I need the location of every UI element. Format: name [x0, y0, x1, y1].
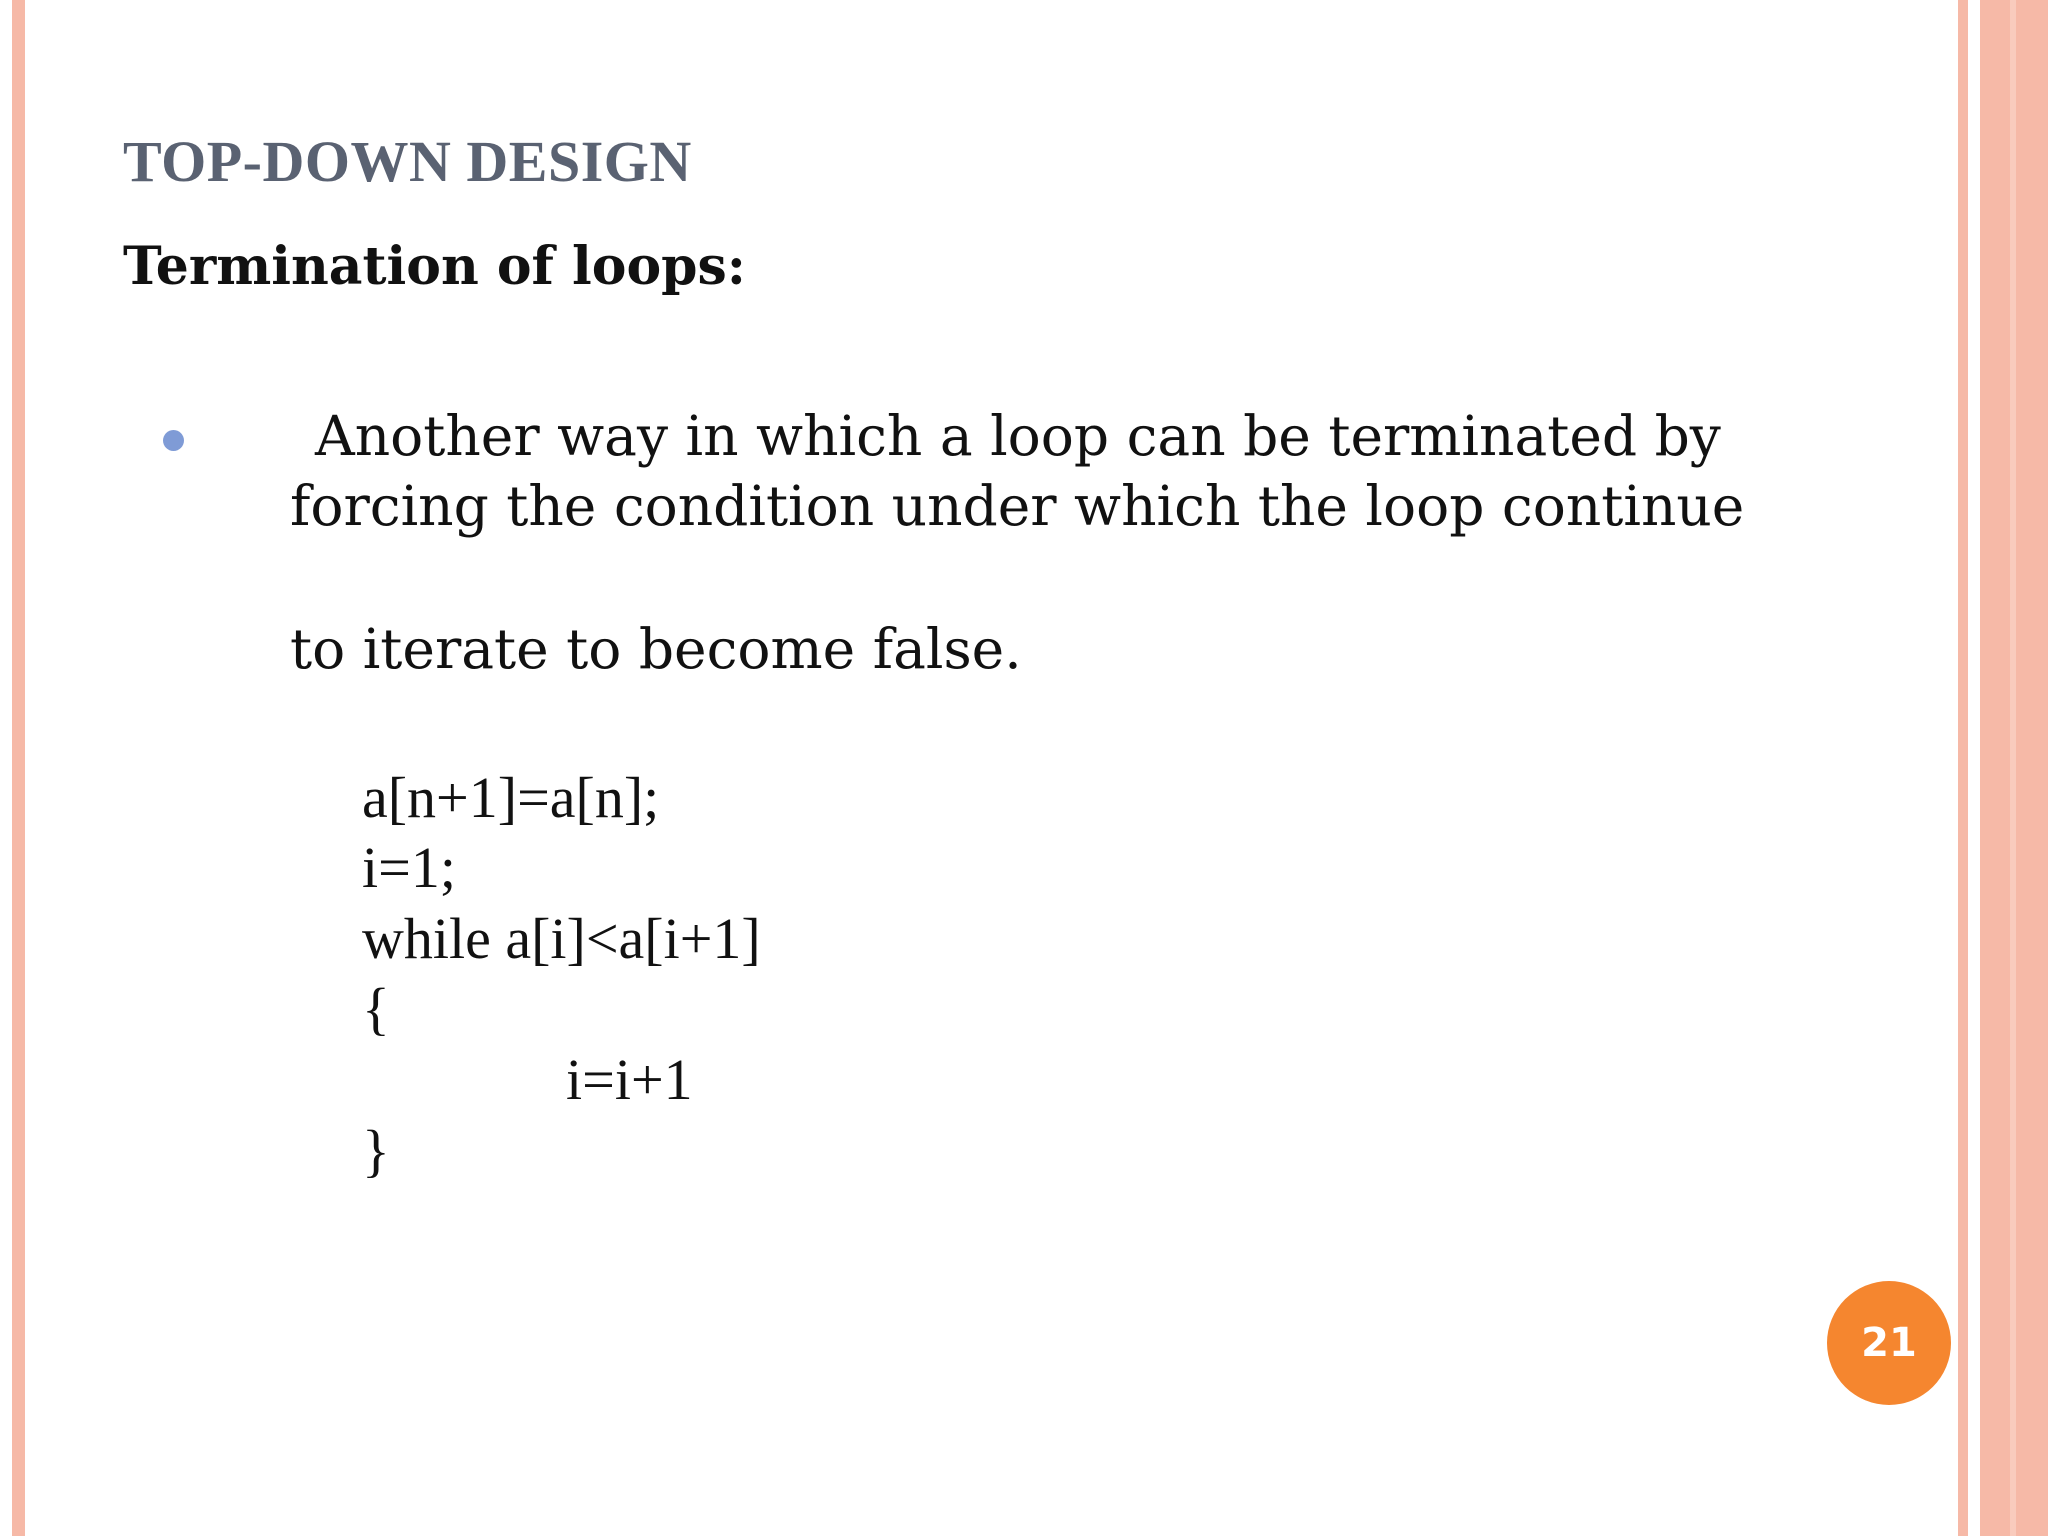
right-border-stripe — [1958, 0, 1968, 1536]
code-line-4: { — [362, 976, 390, 1041]
code-line-3: while a[i]<a[i+1] — [362, 906, 761, 971]
bullet-text-line-1: Another way in which a loop can be terminated by — [315, 404, 1721, 468]
code-line-5: i=i+1 — [566, 1047, 693, 1112]
code-line-1: a[n+1]=a[n]; — [362, 765, 660, 830]
bullet-text-line-3: to iterate to become false. — [290, 617, 1022, 681]
page-number-badge: 21 — [1827, 1281, 1951, 1405]
bullet-text-line-2: forcing the condition under which the loop continue — [290, 474, 1745, 538]
slide-title: TOP-DOWN DESIGN — [123, 129, 692, 194]
right-border-inner-line — [2010, 0, 2016, 1536]
slide-subtitle: Termination of loops: — [123, 236, 746, 297]
code-line-6: } — [362, 1118, 390, 1183]
code-line-2: i=1; — [362, 835, 456, 900]
left-border-stripe — [12, 0, 25, 1536]
bullet-icon — [163, 430, 184, 451]
